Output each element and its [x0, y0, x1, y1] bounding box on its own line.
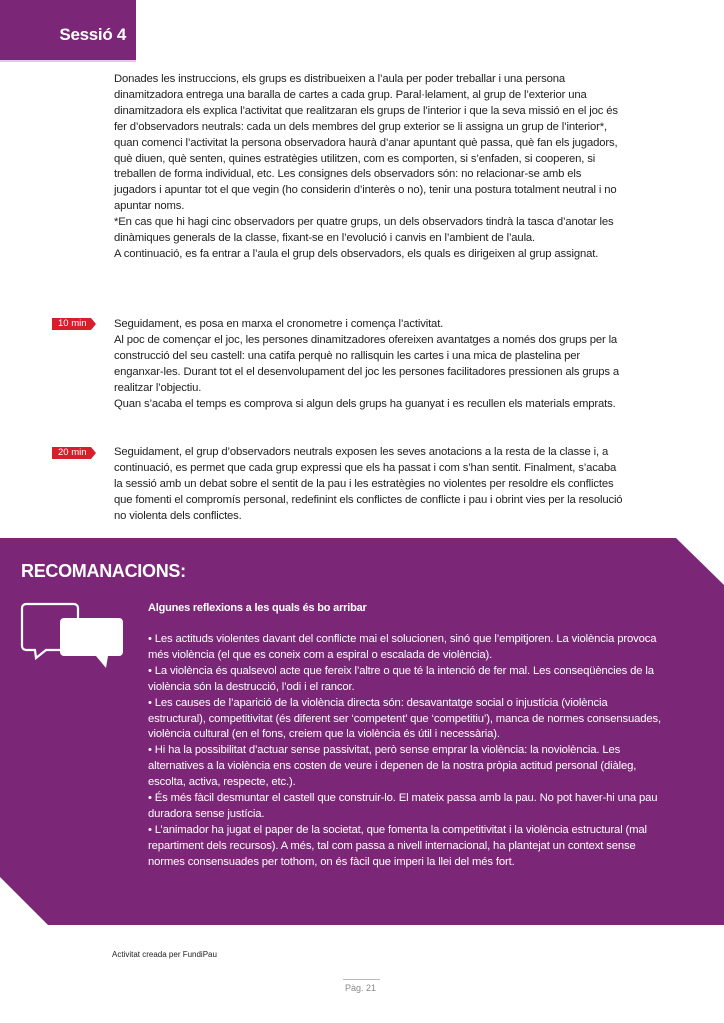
- step-text: [114, 317, 626, 412]
- recommendations-title: RECOMANACIONS:: [21, 561, 186, 581]
- list-item: • Hi ha la possibilitat d’actuar sense passivitat, però sense emprar la violència: la noviolència. Les alternatives a la violència ens costen de veure i depenen de la nostra pròpia actitud personal (diàleg, escolta, activa, respecte, etc.).: [148, 744, 637, 789]
- intro-text: [114, 72, 626, 263]
- list-item: • La violència és qualsevol acte que fereix l’altre o que té la intenció de fer mal. Les conseqüències de la violència són la destrucció, l’odi i el rancor.: [148, 664, 654, 693]
- list-item: • Les actituds violentes davant del conflicte mai el solucionen, sinó que l’empitjoren. La violència provoca més violència (el que es coneix com a espiral o escalada de violència).: [148, 633, 657, 661]
- list-item: • L’animador ha jugat el paper de la societat, que fomenta la competitivitat i la violència estructural (mal repartiment dels recursos). A més, tal com passa a nivell internacional, ha plantejat un context sense normes consensuades per tothom, on és fàcil que imperi la llei del més fort.: [148, 823, 647, 868]
- session-header: [0, 0, 136, 62]
- session-title: Sessió 4: [59, 25, 126, 44]
- recommendations-list: [148, 632, 668, 871]
- intro-paragraph: *En cas que hi hagi cinc observadors per quatre grups, un dels observadors tindrà la tasca d’anotar les dinàmiques generals de la classe, fixant-se en l’evolució i canvis en l’ambient de l’aula.: [114, 216, 614, 245]
- intro-paragraph: A continuació, es fa entrar a l’aula el grup dels observadors, els quals es dirigeixen al grup assignat.: [114, 247, 599, 260]
- step-paragraph: Quan s’acaba el temps es comprova si algun dels grups ha guanyat i es recullen els materials emprats.: [114, 397, 616, 410]
- step-paragraph: Al poc de començar el joc, les persones dinamitzadores ofereixen avantatges a només dos grups per la construcció del seu castell: una catifa perquè no rallisquin les cartes i una mica de plastelina per enganxar-les. Durant tot el el desenvolupament del joc les persones facilitadores pressionen als grups a realitzar l’objectiu.: [114, 333, 619, 394]
- intro-paragraph: Donades les instruccions, els grups es distribueixen a l’aula per poder treballar i una persona dinamitzadora entrega una baralla de cartes a cada grup. Paral·lelament, al grup de l’exterior una dinamitzadora els explica l’activitat que realitzaran els grups de l’interior i que la seva missió en el joc és fer d’observadors neutrals: cada un dels membres del grup exterior se li assigna un grup de l’interior*, quan comenci l’activitat la persona observadora haurà d’anar apuntant què passa, què fan els jugadors, què diuen, què senten, quines estratègies utilitzen, com es comporten, si s’enfaden, si cooperen, si treballen de forma individual, etc. Les consignes dels observadors són: no relacionar-se amb els jugadors i apuntar tot el que vegin (ho considerin d’interès o no), tenir una postura totalment neutral i no apuntar noms.: [114, 73, 618, 213]
- speech-bubbles-icon: [20, 602, 125, 670]
- step-paragraph: Seguidament, el grup d’observadors neutrals exposen les seves anotacions a la resta de la classe i, a continuació, es permet que cada grup expressi que els ha passat i com s’han sentit. Finalment, s’acaba la sessió amb un debat sobre el sentit de la pau i les estratègies no violentes per resoldre els conflictes que fomenti el compromís personal, redefinint els conflictes de conflicte i pau i obrint vies per la resolució no violenta dels conflictes.: [114, 446, 623, 522]
- step-text: [114, 445, 626, 525]
- time-badge: 20 min: [52, 447, 91, 459]
- recommendations-subtitle: Algunes reflexions a les quals és bo arribar: [148, 602, 367, 614]
- credit-text: Activitat creada per FundiPau: [112, 950, 217, 959]
- time-badge: 10 min: [52, 318, 91, 330]
- list-item: • Les causes de l’aparició de la violència directa són: desavantatge social o injustícia (violència estructural), competitivitat (és diferent ser ‘competent’ que ‘competitiu’), manca de normes consensuades, violència cultural (en el fons, creiem que la violència és útil i necessària).: [148, 696, 661, 741]
- page-number: Pàg. 21: [345, 983, 377, 993]
- list-item: • És més fàcil desmuntar el castell que construir-lo. El mateix passa amb la pau. No pot haver-hi una pau duradora sense justícia.: [148, 792, 658, 820]
- page-divider: [343, 979, 380, 980]
- step-paragraph: Seguidament, es posa en marxa el cronometre i comença l’activitat.: [114, 318, 444, 330]
